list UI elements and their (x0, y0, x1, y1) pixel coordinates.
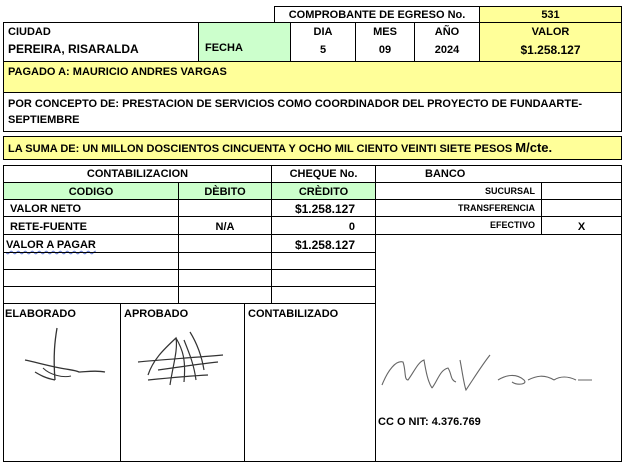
accounted-box (244, 303, 376, 462)
row-credit: $1.258.127 (294, 202, 355, 216)
day-cell (290, 22, 356, 62)
table-row-code (3, 234, 179, 253)
voucher-title-cell (274, 6, 480, 23)
concept-line-1: POR CONCEPTO DE: PRESTACION DE SERVICIOS COMO COORDINADOR DEL PROYECTO DE FUNDAARTE- (8, 98, 583, 110)
col-code-label: CODIGO (68, 186, 114, 198)
bank-row-branch (375, 182, 542, 200)
bank-row-label: EFECTIVO (489, 220, 535, 230)
month-label: MES (373, 26, 397, 38)
row-code: RETE-FUENTE (10, 221, 87, 233)
year-cell (414, 22, 480, 62)
bank-row-label: SUCURSAL (484, 186, 535, 196)
beneficiary-id: CC O NIT: 4.376.769 (378, 416, 481, 428)
concept-cell (3, 92, 622, 132)
col-debit-header (178, 182, 272, 200)
bank-label: BANCO (425, 168, 466, 180)
date-label: FECHA (205, 42, 243, 54)
day-label: DIA (313, 26, 333, 38)
amount-label: VALOR (531, 26, 570, 38)
sum-suffix: M/cte. (515, 140, 553, 155)
sum-text-wrap (8, 141, 552, 156)
accounting-label: CONTABILIZACION (86, 168, 189, 180)
amount-value: $1.258.127 (520, 43, 581, 57)
bank-row-transfer (375, 199, 542, 217)
table-row-code (3, 199, 179, 217)
approved-label: APROBADO (124, 308, 189, 320)
row-debit: N/A (215, 221, 235, 233)
sum-text: LA SUMA DE: UN MILLON DOSCIENTOS CINCUENTA Y OCHO MIL CIENTO VEINTI SIETE PESOS (8, 143, 513, 155)
table-row-empty (178, 269, 272, 287)
city-value: PEREIRA, RISARALDA (8, 42, 139, 56)
approved-signature-image (128, 320, 238, 400)
table-row-code (3, 216, 179, 235)
table-row-credit (271, 199, 376, 217)
city-label: CIUDAD (8, 26, 51, 38)
table-row-empty (3, 286, 179, 304)
bank-header (375, 165, 622, 183)
cheque-label: CHEQUE No. (289, 168, 358, 180)
bank-row-mark: X (577, 221, 586, 233)
amount-cell (479, 22, 622, 62)
table-row-debit (178, 199, 272, 217)
table-row-empty (271, 286, 376, 304)
date-label-cell (198, 22, 291, 62)
bank-row-label: TRANSFERENCIA (457, 203, 535, 213)
bank-row-cash (375, 216, 542, 235)
table-row-debit (178, 234, 272, 253)
table-row-empty (271, 252, 376, 270)
beneficiary-signature-image (378, 340, 598, 400)
bank-row-value (541, 199, 622, 217)
paid-to-cell (3, 61, 622, 93)
accounting-header (3, 165, 272, 183)
voucher-number: 531 (541, 9, 560, 21)
col-credit-header (271, 182, 376, 200)
table-row-credit (271, 216, 376, 235)
city-cell (3, 22, 199, 62)
sum-cell (3, 136, 622, 160)
prepared-label: ELABORADO (5, 308, 76, 320)
table-row-empty (178, 286, 272, 304)
accounted-label: CONTABILIZADO (248, 308, 339, 320)
cheque-header (271, 165, 376, 183)
year-value: 2024 (434, 44, 460, 56)
bank-row-value (541, 182, 622, 200)
day-value: 5 (319, 44, 327, 56)
voucher-number-cell (479, 6, 622, 23)
bank-row-value (541, 216, 622, 235)
table-row-credit (271, 234, 376, 253)
table-row-debit (178, 216, 272, 235)
row-code: VALOR A PAGAR (6, 239, 96, 251)
col-debit-label: DÈBITO (204, 186, 246, 198)
prepared-signature-image (15, 320, 115, 390)
col-credit-label: CRÈDITO (298, 186, 349, 198)
row-code: VALOR NETO (10, 203, 82, 215)
table-row-empty (271, 269, 376, 287)
table-row-empty (3, 269, 179, 287)
voucher-title: COMPROBANTE DE EGRESO No. (288, 9, 466, 21)
concept-line-2: SEPTIEMBRE (8, 114, 80, 126)
row-credit: $1.258.127 (294, 238, 355, 252)
row-credit: 0 (348, 221, 355, 233)
row-debit (179, 235, 271, 238)
year-label: AÑO (434, 26, 460, 38)
col-code-header (3, 182, 179, 200)
month-value: 09 (378, 44, 392, 56)
table-row-empty (178, 252, 272, 270)
table-row-empty (3, 252, 179, 270)
month-cell (355, 22, 415, 62)
row-debit (179, 200, 271, 202)
paid-to: PAGADO A: MAURICIO ANDRES VARGAS (8, 66, 227, 78)
